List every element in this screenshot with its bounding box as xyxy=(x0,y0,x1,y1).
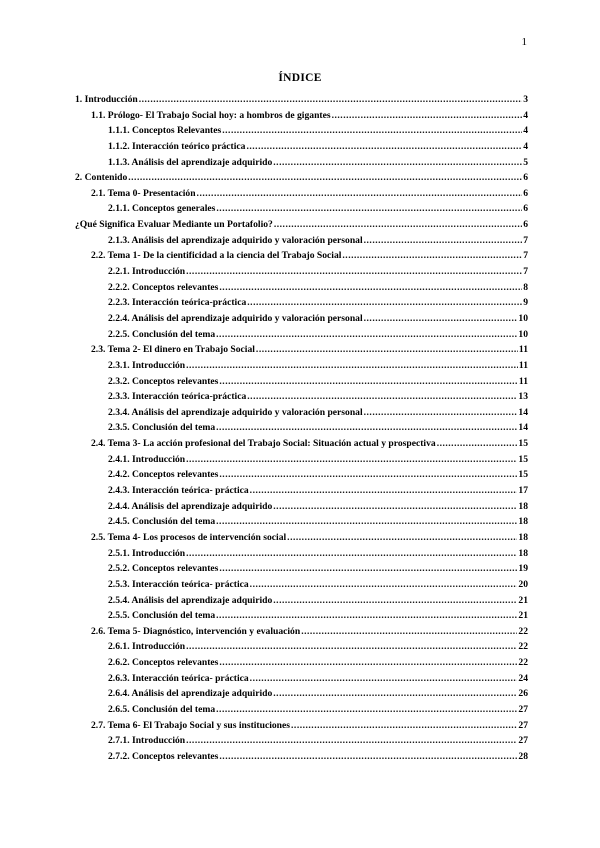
table-of-contents xyxy=(75,92,528,765)
toc-entry[interactable] xyxy=(75,467,528,483)
toc-entry[interactable] xyxy=(75,358,528,374)
toc-leader-dots xyxy=(219,467,517,483)
toc-entry-label: 2.4.2. Conceptos relevantes xyxy=(108,469,219,481)
toc-leader-dots xyxy=(186,546,517,562)
toc-entry-page: 4 xyxy=(523,125,528,137)
toc-leader-dots xyxy=(364,311,518,327)
toc-entry[interactable] xyxy=(75,452,528,468)
toc-entry-label: 2.4.4. Análisis del aprendizaje adquirido xyxy=(108,500,273,512)
toc-entry-label: 2.1. Tema 0- Presentación xyxy=(91,187,196,199)
toc-entry-label: 2.2. Tema 1- De la cientificidad a la ciencia del Trabajo Social xyxy=(91,250,342,262)
toc-entry[interactable] xyxy=(75,108,528,124)
toc-leader-dots xyxy=(250,577,518,593)
toc-entry-page: 26 xyxy=(518,688,528,700)
toc-leader-dots xyxy=(216,201,522,217)
toc-entry[interactable] xyxy=(75,436,528,452)
toc-entry-label: 2.6.2. Conceptos relevantes xyxy=(108,657,219,669)
toc-entry-label: 2.5.5. Conclusión del tema xyxy=(108,610,216,622)
toc-entry-label: 2.4.3. Interacción teórica- práctica xyxy=(108,485,249,497)
toc-entry[interactable] xyxy=(75,389,528,405)
toc-leader-dots xyxy=(216,608,517,624)
toc-entry-label: 2.4.1. Introducción xyxy=(108,453,186,465)
toc-leader-dots xyxy=(287,530,517,546)
toc-entry-label: 2.5. Tema 4- Los procesos de intervención social xyxy=(91,531,287,543)
toc-entry-page: 7 xyxy=(523,266,528,278)
toc-entry-label: 2.5.4. Análisis del aprendizaje adquirido xyxy=(108,594,273,606)
toc-entry[interactable] xyxy=(75,92,528,108)
toc-entry-label: 2.5.1. Introducción xyxy=(108,547,186,559)
toc-entry-page: 22 xyxy=(518,657,528,669)
toc-entry-label: 2.7. Tema 6- El Trabajo Social y sus instituciones xyxy=(91,719,291,731)
toc-entry-page: 11 xyxy=(518,344,528,356)
toc-entry-page: 9 xyxy=(523,297,528,309)
toc-entry-label: 1. Introducción xyxy=(75,94,138,105)
toc-entry[interactable] xyxy=(75,420,528,436)
toc-entry[interactable] xyxy=(75,577,528,593)
toc-entry-label: 1.1. Prólogo- El Trabajo Social hoy: a hombros de gigantes xyxy=(91,109,331,121)
toc-leader-dots xyxy=(364,405,518,421)
toc-entry-label: 2.4.5. Conclusión del tema xyxy=(108,516,216,528)
toc-entry-page: 14 xyxy=(518,406,528,418)
toc-entry-label: 2.7.2. Conceptos relevantes xyxy=(108,750,219,762)
toc-entry[interactable] xyxy=(75,374,528,390)
toc-entry[interactable] xyxy=(75,671,528,687)
toc-entry-page: 15 xyxy=(518,438,528,450)
toc-leader-dots xyxy=(274,217,522,233)
toc-leader-dots xyxy=(219,374,518,390)
toc-entry[interactable] xyxy=(75,295,528,311)
toc-leader-dots xyxy=(186,639,517,655)
toc-entry-label: 2.3.4. Análisis del aprendizaje adquirido y valoración personal xyxy=(108,406,363,418)
toc-entry-label: 2.6.3. Interacción teórica- práctica xyxy=(108,672,249,684)
toc-entry[interactable] xyxy=(75,624,528,640)
toc-entry-page: 15 xyxy=(518,469,528,481)
toc-entry-page: 4 xyxy=(523,109,528,121)
toc-entry[interactable] xyxy=(75,155,528,171)
toc-entry[interactable] xyxy=(75,686,528,702)
toc-entry[interactable] xyxy=(75,311,528,327)
toc-entry-page: 6 xyxy=(523,172,528,184)
toc-leader-dots xyxy=(197,186,523,202)
toc-entry-page: 20 xyxy=(518,578,528,590)
toc-entry-page: 22 xyxy=(518,641,528,653)
toc-entry[interactable] xyxy=(75,248,528,264)
toc-entry-page: 5 xyxy=(523,156,528,168)
toc-entry-page: 10 xyxy=(518,328,528,340)
toc-entry-label: 2.6. Tema 5- Diagnóstico, intervención y evaluación xyxy=(91,625,301,637)
toc-entry[interactable] xyxy=(75,608,528,624)
toc-entry[interactable] xyxy=(75,233,528,249)
toc-entry[interactable] xyxy=(75,546,528,562)
toc-entry-label: 2.6.5. Conclusión del tema xyxy=(108,703,216,715)
toc-leader-dots xyxy=(256,342,518,358)
toc-entry-page: 28 xyxy=(518,750,528,762)
toc-entry[interactable] xyxy=(75,749,528,765)
toc-entry-label: 2.3.1. Introducción xyxy=(108,359,186,371)
toc-entry-label: 2.3.2. Conceptos relevantes xyxy=(108,375,219,387)
toc-entry-label: 2. Contenido xyxy=(75,172,128,184)
toc-entry-label: 2.7.1. Introducción xyxy=(108,735,186,747)
toc-entry-page: 11 xyxy=(518,359,528,371)
toc-entry-page: 27 xyxy=(518,735,528,747)
toc-leader-dots xyxy=(216,702,517,718)
toc-leader-dots xyxy=(219,749,517,765)
toc-entry-page: 21 xyxy=(518,594,528,606)
toc-entry-label: 2.2.5. Conclusión del tema xyxy=(108,328,216,340)
toc-leader-dots xyxy=(216,514,517,530)
toc-leader-dots xyxy=(273,593,517,609)
toc-entry[interactable] xyxy=(75,139,528,155)
toc-entry[interactable] xyxy=(75,733,528,749)
toc-entry-label: 1.1.3. Análisis del aprendizaje adquirido xyxy=(108,156,273,168)
toc-entry-page: 19 xyxy=(518,563,528,575)
toc-entry-label: 2.4. Tema 3- La acción profesional del Trabajo Social: Situación actual y prospectiva xyxy=(91,438,436,450)
toc-entry[interactable] xyxy=(75,639,528,655)
toc-entry-label: 1.1.2. Interacción teórico práctica xyxy=(108,140,246,152)
toc-entry-label: 2.2.1. Introducción xyxy=(108,266,186,278)
toc-entry-label: 2.2.2. Conceptos relevantes xyxy=(108,281,219,293)
toc-leader-dots xyxy=(186,452,517,468)
toc-leader-dots xyxy=(186,264,522,280)
toc-leader-dots xyxy=(247,389,517,405)
toc-entry-page: 10 xyxy=(518,312,528,324)
toc-entry-page: 7 xyxy=(523,234,528,246)
toc-entry-page: 24 xyxy=(518,672,528,684)
toc-leader-dots xyxy=(250,671,518,687)
toc-entry-page: 14 xyxy=(518,422,528,434)
toc-entry-page: 6 xyxy=(523,187,528,199)
toc-entry[interactable] xyxy=(75,186,528,202)
toc-leader-dots xyxy=(273,686,517,702)
toc-entry[interactable] xyxy=(75,170,528,186)
toc-entry-page: 11 xyxy=(518,375,528,387)
toc-entry-label: 2.1.1. Conceptos generales xyxy=(108,203,216,215)
toc-entry-label: 1.1.1. Conceptos Relevantes xyxy=(108,125,222,137)
toc-entry-label: 2.1.3. Análisis del aprendizaje adquirido y valoración personal xyxy=(108,234,363,246)
toc-entry[interactable] xyxy=(75,718,528,734)
toc-entry-label: 2.5.3. Interacción teórica- práctica xyxy=(108,578,249,590)
toc-entry-page: 6 xyxy=(523,203,528,215)
toc-entry[interactable] xyxy=(75,342,528,358)
toc-leader-dots xyxy=(186,733,517,749)
toc-entry[interactable] xyxy=(75,514,528,530)
toc-entry[interactable] xyxy=(75,702,528,718)
toc-entry-label: 2.2.3. Interacción teórica-práctica xyxy=(108,297,247,309)
toc-entry-page: 17 xyxy=(518,485,528,497)
toc-leader-dots xyxy=(342,248,522,264)
toc-entry[interactable] xyxy=(75,561,528,577)
toc-entry[interactable] xyxy=(75,593,528,609)
toc-leader-dots xyxy=(291,718,517,734)
toc-entry-page: 18 xyxy=(518,516,528,528)
toc-entry-page: 18 xyxy=(518,531,528,543)
toc-entry-page: 21 xyxy=(518,610,528,622)
toc-entry-label: 2.6.4. Análisis del aprendizaje adquirido xyxy=(108,688,273,700)
page-number: 1 xyxy=(521,36,527,48)
toc-leader-dots xyxy=(139,92,522,108)
toc-leader-dots xyxy=(273,155,522,171)
toc-entry[interactable] xyxy=(75,201,528,217)
toc-entry-page: 27 xyxy=(518,703,528,715)
toc-entry-page: 22 xyxy=(518,625,528,637)
toc-entry-page: 3 xyxy=(523,94,528,105)
toc-leader-dots xyxy=(364,233,523,249)
toc-entry-page: 4 xyxy=(523,140,528,152)
toc-entry[interactable] xyxy=(75,217,528,233)
toc-entry-label: 2.3.5. Conclusión del tema xyxy=(108,422,216,434)
toc-entry-page: 8 xyxy=(523,281,528,293)
toc-leader-dots xyxy=(186,358,518,374)
toc-entry-page: 18 xyxy=(518,500,528,512)
toc-leader-dots xyxy=(437,436,518,452)
toc-entry-label: 2.6.1. Introducción xyxy=(108,641,186,653)
toc-leader-dots xyxy=(301,624,517,640)
toc-leader-dots xyxy=(222,123,522,139)
toc-entry-label: ¿Qué Significa Evaluar Mediante un Portafolio? xyxy=(75,219,273,231)
toc-entry-page: 27 xyxy=(518,719,528,731)
toc-leader-dots xyxy=(246,139,522,155)
toc-entry-label: 2.5.2. Conceptos relevantes xyxy=(108,563,219,575)
toc-leader-dots xyxy=(219,561,517,577)
toc-leader-dots xyxy=(332,108,523,124)
toc-title: ÍNDICE xyxy=(278,72,322,84)
toc-leader-dots xyxy=(247,295,522,311)
toc-entry-label: 2.3.3. Interacción teórica-práctica xyxy=(108,391,247,403)
toc-leader-dots xyxy=(273,499,517,515)
toc-entry[interactable] xyxy=(75,655,528,671)
toc-entry[interactable] xyxy=(75,499,528,515)
toc-entry-label: 2.2.4. Análisis del aprendizaje adquirido y valoración personal xyxy=(108,312,363,324)
toc-entry[interactable] xyxy=(75,483,528,499)
toc-entry-page: 13 xyxy=(518,391,528,403)
toc-entry[interactable] xyxy=(75,264,528,280)
toc-leader-dots xyxy=(128,170,522,186)
toc-entry-page: 6 xyxy=(523,219,528,231)
toc-entry[interactable] xyxy=(75,530,528,546)
toc-entry-page: 15 xyxy=(518,453,528,465)
toc-leader-dots xyxy=(219,655,517,671)
toc-entry-label: 2.3. Tema 2- El dinero en Trabajo Social xyxy=(91,344,255,356)
toc-leader-dots xyxy=(216,420,517,436)
toc-entry[interactable] xyxy=(75,123,528,139)
toc-leader-dots xyxy=(250,483,518,499)
toc-entry-page: 7 xyxy=(523,250,528,262)
toc-leader-dots xyxy=(219,280,522,296)
toc-entry[interactable] xyxy=(75,327,528,343)
toc-leader-dots xyxy=(216,327,517,343)
toc-entry-page: 18 xyxy=(518,547,528,559)
toc-entry[interactable] xyxy=(75,280,528,296)
toc-entry[interactable] xyxy=(75,405,528,421)
